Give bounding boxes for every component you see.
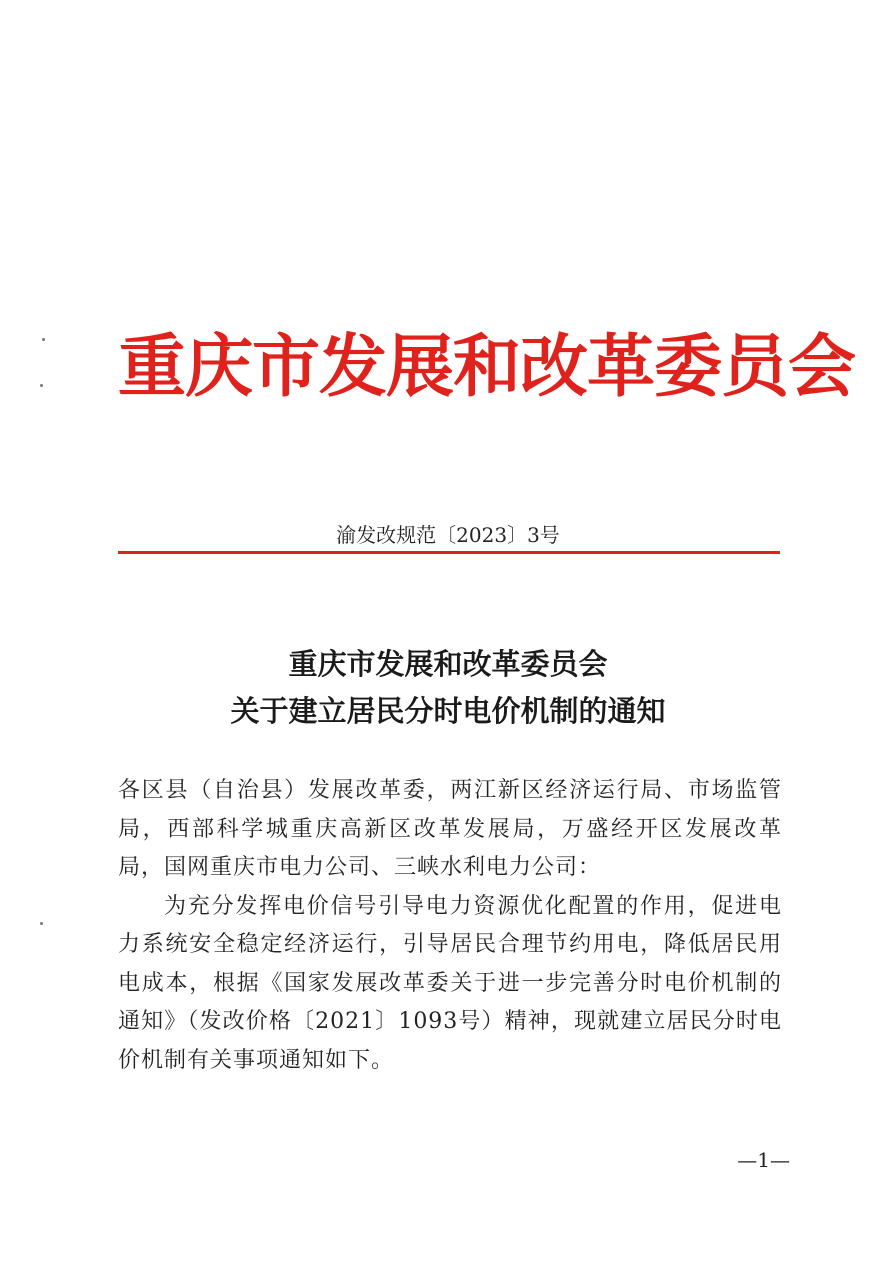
document-title-line-2: 关于建立居民分时电价机制的通知: [230, 694, 666, 728]
document-title-line-1: 重庆市发展和改革委员会: [288, 647, 608, 681]
recipients-paragraph: 各区县（自治县）发展改革委，两江新区经济运行局、市场监管局，西部科学城重庆高新区改革发展局，万盛经开区发展改革局，国网重庆市电力公司、三峡水利电力公司：: [118, 778, 782, 880]
red-separator-line: [118, 551, 780, 554]
body-paragraph: 为充分发挥电价信号引导电力资源优化配置的作用，促进电力系统安全稳定经济运行，引导居民合理节约用电，降低居民用电成本，根据《国家发展改革委关于进一步完善分时电价机制的通知》（发改价格〔2021〕1093号）精神，现就建立居民分时电价机制有关事项通知如下。: [118, 893, 782, 1073]
document-number: 渝发改规范〔2023〕3号: [336, 523, 560, 547]
scan-speck: [42, 338, 45, 341]
scan-speck: [40, 384, 43, 387]
scan-speck: [40, 922, 43, 925]
document-body: [118, 772, 782, 1080]
issuer-header: 重庆市发展和改革委员会: [118, 328, 856, 407]
page-number: —1—: [737, 1148, 790, 1172]
